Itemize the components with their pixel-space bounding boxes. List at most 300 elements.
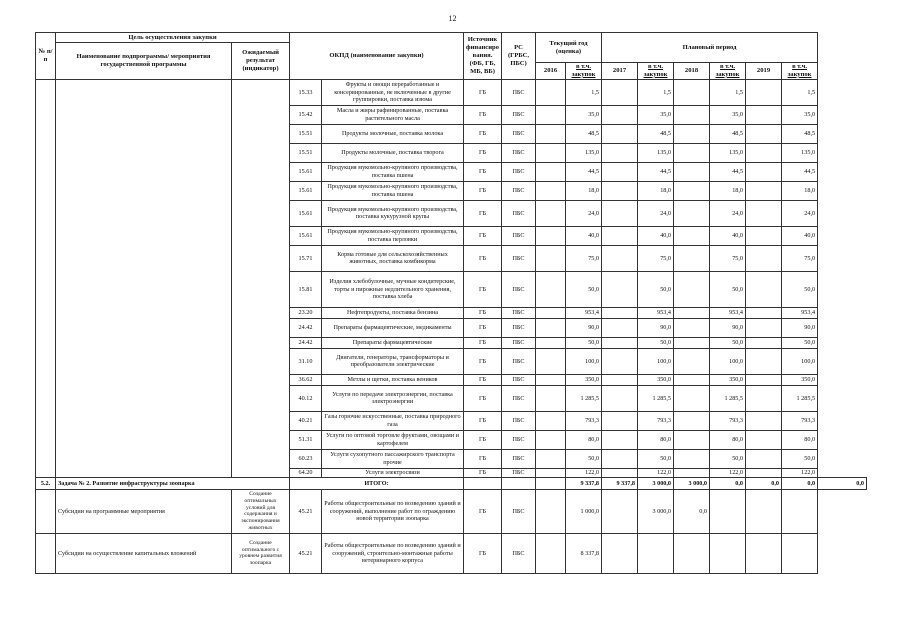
procurement-2018: 50,0: [710, 337, 746, 348]
procurement-2019: 50,0: [782, 449, 818, 468]
task-num: 5.2.: [36, 477, 56, 489]
row-measure-cell: [56, 79, 232, 477]
value-2019: [746, 105, 782, 124]
value-2017: [602, 385, 638, 411]
value-2017: [602, 162, 638, 181]
value-2019: [746, 79, 782, 105]
value-2016: [536, 124, 566, 143]
procurement-2019: 50,0: [782, 337, 818, 348]
value-2017: [602, 318, 638, 337]
procurement-2019: 100,0: [782, 348, 818, 374]
value-2017: [602, 449, 638, 468]
expected-result: Создание оптимального с уровнем развития зоопарка: [232, 533, 290, 573]
procurement-2019: 135,0: [782, 143, 818, 162]
source-cell: ГБ: [464, 489, 502, 533]
procurement-2016: 50,0: [566, 449, 602, 468]
procurement-2018: 953,4: [710, 307, 746, 318]
value-2019: [746, 181, 782, 200]
value-2019: [746, 226, 782, 245]
rs-cell: ПБС: [502, 271, 536, 307]
source-cell: ГБ: [464, 307, 502, 318]
okpd-code: 60.23: [290, 449, 322, 468]
procurement-2017: 50,0: [638, 271, 674, 307]
source-cell: ГБ: [464, 245, 502, 271]
value-2018: [674, 162, 710, 181]
value-2018: [674, 449, 710, 468]
procurement-2017: 35,0: [638, 105, 674, 124]
header-current-year: Текущий год (оценка): [536, 33, 602, 63]
okpd-name: Услуги по передаче электроэнергии, поставка электроэнергии: [322, 385, 464, 411]
row-result-cell: [232, 79, 290, 477]
value-2017: [602, 348, 638, 374]
value-2018: [674, 143, 710, 162]
okpd-code: 15.61: [290, 200, 322, 226]
measure-name: Субсидии на осуществление капитальных вложений: [56, 533, 232, 573]
procurement-2019: 80,0: [782, 430, 818, 449]
source-cell: ГБ: [464, 411, 502, 430]
header-source: Источник финансиро вания. (ФБ, ГБ, МБ, ВБ): [464, 33, 502, 80]
okpd-name: Газы горючие искусственные, поставка природного газа: [322, 411, 464, 430]
source-cell: ГБ: [464, 124, 502, 143]
procurement-2016: 90,0: [566, 318, 602, 337]
header-2017: 2017: [602, 63, 638, 80]
value-2018: [674, 468, 710, 477]
value-2019: [746, 533, 782, 573]
value-2016: [536, 200, 566, 226]
value-2017: [602, 245, 638, 271]
procurement-2016: 1 000,0: [566, 489, 602, 533]
okpd-code: 45.21: [290, 533, 322, 573]
source-cell: ГБ: [464, 430, 502, 449]
value-2018: [674, 226, 710, 245]
task-procurement-2017: 3 000,0: [674, 477, 710, 489]
okpd-code: 15.51: [290, 143, 322, 162]
procurement-table: [35, 32, 867, 574]
value-2017: [602, 430, 638, 449]
value-2016: [536, 79, 566, 105]
procurement-2016: 135,0: [566, 143, 602, 162]
procurement-2019: 90,0: [782, 318, 818, 337]
procurement-2016: 35,0: [566, 105, 602, 124]
procurement-2018: 135,0: [710, 143, 746, 162]
value-2019: [746, 318, 782, 337]
source-cell: ГБ: [464, 105, 502, 124]
okpd-code: 23.20: [290, 307, 322, 318]
header-2019: 2019: [746, 63, 782, 80]
okpd-code: 64.20: [290, 468, 322, 477]
value-2018: [674, 271, 710, 307]
value-2016: [536, 143, 566, 162]
value-2019: [746, 449, 782, 468]
procurement-2016: 18,0: [566, 181, 602, 200]
procurement-2017: 40,0: [638, 226, 674, 245]
value-2016: [536, 181, 566, 200]
value-2016: [536, 348, 566, 374]
procurement-2017: 44,5: [638, 162, 674, 181]
value-2016: [536, 374, 566, 385]
procurement-2016: 44,5: [566, 162, 602, 181]
task-procurement-2018: 0,0: [746, 477, 782, 489]
value-2018: [674, 337, 710, 348]
okpd-name: Продукты молочные, поставка творога: [322, 143, 464, 162]
procurement-2019: 35,0: [782, 105, 818, 124]
table-row: [36, 489, 867, 533]
procurement-2018: 75,0: [710, 245, 746, 271]
okpd-name: Корма готовые для сельскохозяйственных животных, поставка комбикорма: [322, 245, 464, 271]
task-value-2019: 0,0: [782, 477, 818, 489]
value-2019: [746, 271, 782, 307]
okpd-code: 45.21: [290, 489, 322, 533]
procurement-2018: 90,0: [710, 318, 746, 337]
value-2019: [746, 162, 782, 181]
task-empty: [502, 477, 536, 489]
value-2016: [536, 226, 566, 245]
procurement-2018: 24,0: [710, 200, 746, 226]
okpd-code: 40.21: [290, 411, 322, 430]
procurement-2016: 793,3: [566, 411, 602, 430]
okpd-code: 31.10: [290, 348, 322, 374]
procurement-2019: 350,0: [782, 374, 818, 385]
okpd-code: 15.42: [290, 105, 322, 124]
source-cell: ГБ: [464, 226, 502, 245]
header-okpd: ОКПД (наименование закупки): [290, 33, 464, 80]
okpd-code: 15.81: [290, 271, 322, 307]
expected-result: Создание оптимальных условий для содержания и экспонирования животных: [232, 489, 290, 533]
header-2016: 2016: [536, 63, 566, 80]
task-empty: [464, 477, 502, 489]
okpd-name: Препараты фармацевтические: [322, 337, 464, 348]
okpd-code: 15.61: [290, 162, 322, 181]
task-procurement-2016: 9 337,8: [602, 477, 638, 489]
okpd-code: 15.51: [290, 124, 322, 143]
value-2016: [536, 318, 566, 337]
rs-cell: ПБС: [502, 374, 536, 385]
procurement-2016: 1 285,5: [566, 385, 602, 411]
procurement-2019: 50,0: [782, 271, 818, 307]
value-2017: [602, 79, 638, 105]
value-2018: [674, 181, 710, 200]
source-cell: ГБ: [464, 181, 502, 200]
value-2018: [674, 348, 710, 374]
value-2017: [602, 124, 638, 143]
value-2018: [674, 411, 710, 430]
procurement-2017: 953,4: [638, 307, 674, 318]
procurement-2017: 90,0: [638, 318, 674, 337]
value-2017: [602, 181, 638, 200]
procurement-2018: 48,5: [710, 124, 746, 143]
measure-name: Субсидии на программные мероприятия: [56, 489, 232, 533]
okpd-name: Продукты молочные, поставка молока: [322, 124, 464, 143]
rs-cell: ПБС: [502, 337, 536, 348]
okpd-name: Фрукты и овощи переработанные и консервированные, не включенные в другие группировки, поставка изюма: [322, 79, 464, 105]
rs-cell: ПБС: [502, 181, 536, 200]
source-cell: ГБ: [464, 348, 502, 374]
source-cell: ГБ: [464, 200, 502, 226]
okpd-name: Продукция мукомольно-крупяного производства, поставка кукурузной крупы: [322, 200, 464, 226]
okpd-name: Продукция мукомольно-крупяного производства, поставка пшена: [322, 162, 464, 181]
procurement-2018: 793,3: [710, 411, 746, 430]
rs-cell: ПБС: [502, 449, 536, 468]
procurement-2018: 40,0: [710, 226, 746, 245]
header-planned-period: Плановый период: [602, 33, 818, 63]
value-2017: [602, 468, 638, 477]
procurement-2019: 40,0: [782, 226, 818, 245]
procurement-2019: 48,5: [782, 124, 818, 143]
procurement-2016: 350,0: [566, 374, 602, 385]
header-incl-2016: в т.ч. закупок: [566, 63, 602, 80]
task-total-row: [36, 477, 867, 489]
procurement-2018: 122,0: [710, 468, 746, 477]
value-2019: [746, 348, 782, 374]
procurement-2019: 75,0: [782, 245, 818, 271]
okpd-code: 15.61: [290, 226, 322, 245]
value-2017: [602, 200, 638, 226]
value-2016: [536, 162, 566, 181]
table-row: [36, 79, 867, 105]
value-2019: [746, 307, 782, 318]
procurement-2016: 50,0: [566, 337, 602, 348]
okpd-code: 15.33: [290, 79, 322, 105]
header-goal: Цель осуществления закупки: [56, 33, 290, 43]
procurement-2018: 35,0: [710, 105, 746, 124]
procurement-2017: 50,0: [638, 449, 674, 468]
procurement-2016: 40,0: [566, 226, 602, 245]
task-procurement-2019: 0,0: [818, 477, 867, 489]
rs-cell: ПБС: [502, 468, 536, 477]
procurement-2018: 50,0: [710, 449, 746, 468]
procurement-2018: [710, 533, 746, 573]
value-2019: [746, 124, 782, 143]
procurement-2017: 18,0: [638, 181, 674, 200]
value-2016: [536, 468, 566, 477]
procurement-2017: 80,0: [638, 430, 674, 449]
rs-cell: ПБС: [502, 226, 536, 245]
header-num: № п/п: [36, 33, 56, 80]
procurement-2018: 100,0: [710, 348, 746, 374]
procurement-2019: [782, 489, 818, 533]
procurement-2016: 24,0: [566, 200, 602, 226]
task-value-2018: 0,0: [710, 477, 746, 489]
procurement-2017: 50,0: [638, 337, 674, 348]
value-2017: [602, 374, 638, 385]
value-2018: [674, 124, 710, 143]
procurement-2017: 24,0: [638, 200, 674, 226]
procurement-2018: 80,0: [710, 430, 746, 449]
value-2017: [602, 271, 638, 307]
value-2019: [746, 468, 782, 477]
row-num-cell: [36, 533, 56, 573]
procurement-2018: 1,5: [710, 79, 746, 105]
procurement-2017: [638, 533, 674, 573]
value-2016: [536, 489, 566, 533]
okpd-name: Масла и жиры рафинированные, поставка растительного масла: [322, 105, 464, 124]
value-2017: [602, 307, 638, 318]
value-2016: [536, 337, 566, 348]
value-2018: [674, 245, 710, 271]
okpd-name: Продукция мукомольно-крупяного производства, поставка перловки: [322, 226, 464, 245]
value-2017: [602, 226, 638, 245]
header-incl-2018: в т.ч. закупок: [710, 63, 746, 80]
source-cell: ГБ: [464, 337, 502, 348]
okpd-code: 36.62: [290, 374, 322, 385]
okpd-name: Работы общестроительные по возведению зданий и сооружений, строительно-монтажные работы ветеринарного корпуса: [322, 533, 464, 573]
procurement-2019: 24,0: [782, 200, 818, 226]
value-2016: [536, 245, 566, 271]
procurement-2016: 122,0: [566, 468, 602, 477]
value-2018: [674, 533, 710, 573]
value-2018: [674, 374, 710, 385]
procurement-2017: 122,0: [638, 468, 674, 477]
procurement-2019: 1 285,5: [782, 385, 818, 411]
value-2016: [536, 307, 566, 318]
okpd-name: Услуги сухопутного пассажирского транспорта прочие: [322, 449, 464, 468]
value-2018: [674, 79, 710, 105]
procurement-2016: 75,0: [566, 245, 602, 271]
value-2016: [536, 411, 566, 430]
procurement-2019: 953,4: [782, 307, 818, 318]
procurement-2016: 50,0: [566, 271, 602, 307]
task-empty: [536, 477, 566, 489]
rs-cell: ПБС: [502, 307, 536, 318]
procurement-2018: 1 285,5: [710, 385, 746, 411]
value-2017: [602, 105, 638, 124]
procurement-2018: [710, 489, 746, 533]
header-rs: РС (ГРБС, ПБС): [502, 33, 536, 80]
header-incl-2019: в т.ч. закупок: [782, 63, 818, 80]
procurement-2019: 122,0: [782, 468, 818, 477]
value-2017: [602, 489, 638, 533]
source-cell: ГБ: [464, 449, 502, 468]
procurement-2017: 75,0: [638, 245, 674, 271]
value-2018: [674, 385, 710, 411]
task-value-2016: 9 337,8: [566, 477, 602, 489]
procurement-2018: 350,0: [710, 374, 746, 385]
value-2016: [536, 105, 566, 124]
value-2019: [746, 143, 782, 162]
procurement-2017: 135,0: [638, 143, 674, 162]
value-2016: [536, 533, 566, 573]
source-cell: ГБ: [464, 533, 502, 573]
procurement-2017: 3 000,0: [638, 489, 674, 533]
header-result: Ожидаемый результат (индикатор): [232, 43, 290, 80]
rs-cell: ПБС: [502, 143, 536, 162]
header-incl-2017: в т.ч. закупок: [638, 63, 674, 80]
procurement-2019: 1,5: [782, 79, 818, 105]
procurement-2018: 50,0: [710, 271, 746, 307]
value-2017: [602, 533, 638, 573]
value-2019: [746, 411, 782, 430]
rs-cell: ПБС: [502, 105, 536, 124]
source-cell: ГБ: [464, 271, 502, 307]
rs-cell: ПБС: [502, 489, 536, 533]
source-cell: ГБ: [464, 143, 502, 162]
procurement-2017: 350,0: [638, 374, 674, 385]
rs-cell: ПБС: [502, 79, 536, 105]
okpd-code: 51.31: [290, 430, 322, 449]
value-2016: [536, 449, 566, 468]
source-cell: ГБ: [464, 385, 502, 411]
okpd-name: Услуги электросвязи: [322, 468, 464, 477]
procurement-2019: 44,5: [782, 162, 818, 181]
rs-cell: ПБС: [502, 245, 536, 271]
value-2018: 0,0: [674, 489, 710, 533]
procurement-2016: 8 337,8: [566, 533, 602, 573]
task-value-2017: 3 000,0: [638, 477, 674, 489]
value-2019: [746, 489, 782, 533]
okpd-name: Препараты фармацевтические, медикаменты: [322, 318, 464, 337]
source-cell: ГБ: [464, 318, 502, 337]
procurement-2017: 793,3: [638, 411, 674, 430]
procurement-2017: 1,5: [638, 79, 674, 105]
value-2019: [746, 200, 782, 226]
rs-cell: ПБС: [502, 124, 536, 143]
value-2019: [746, 374, 782, 385]
okpd-name: Изделия хлебобулочные, мучные кондитерские, торты и пирожные недлительного хранения, поставка хлеба: [322, 271, 464, 307]
procurement-2016: 953,4: [566, 307, 602, 318]
value-2016: [536, 271, 566, 307]
page-number: 12: [448, 14, 457, 23]
value-2017: [602, 411, 638, 430]
procurement-2018: 18,0: [710, 181, 746, 200]
okpd-code: 15.71: [290, 245, 322, 271]
procurement-2017: 48,5: [638, 124, 674, 143]
value-2019: [746, 430, 782, 449]
okpd-name: Услуги по оптовой торговле фруктами, овощами и картофелем: [322, 430, 464, 449]
value-2018: [674, 307, 710, 318]
rs-cell: ПБС: [502, 385, 536, 411]
procurement-2016: 100,0: [566, 348, 602, 374]
procurement-2017: 100,0: [638, 348, 674, 374]
okpd-code: 24.42: [290, 337, 322, 348]
value-2019: [746, 337, 782, 348]
source-cell: ГБ: [464, 162, 502, 181]
okpd-code: 24.42: [290, 318, 322, 337]
okpd-name: Работы общестроительные по возведению зданий и сооружений, выполнение работ по ограждению новой территории зоопарка: [322, 489, 464, 533]
value-2016: [536, 385, 566, 411]
okpd-code: 40.12: [290, 385, 322, 411]
source-cell: ГБ: [464, 79, 502, 105]
okpd-name: Продукция мукомольно-крупяного производства, поставка пшена: [322, 181, 464, 200]
okpd-name: Метлы и щетки, поставка веников: [322, 374, 464, 385]
task-total-label: ИТОГО:: [290, 477, 464, 489]
rs-cell: ПБС: [502, 430, 536, 449]
rs-cell: ПБС: [502, 533, 536, 573]
value-2018: [674, 105, 710, 124]
value-2017: [602, 143, 638, 162]
value-2019: [746, 385, 782, 411]
procurement-2019: 18,0: [782, 181, 818, 200]
row-num-cell: [36, 79, 56, 477]
okpd-code: 15.61: [290, 181, 322, 200]
procurement-2017: 1 285,5: [638, 385, 674, 411]
value-2017: [602, 337, 638, 348]
procurement-2019: 793,3: [782, 411, 818, 430]
source-cell: ГБ: [464, 468, 502, 477]
header-measure: Наименование подпрограммы/ мероприятия государственной программы: [56, 43, 232, 80]
source-cell: ГБ: [464, 374, 502, 385]
procurement-2018: 44,5: [710, 162, 746, 181]
task-title: Задача № 2. Развитие инфраструктуры зоопарка: [56, 477, 290, 489]
procurement-2019: [782, 533, 818, 573]
rs-cell: ПБС: [502, 411, 536, 430]
procurement-2016: 80,0: [566, 430, 602, 449]
okpd-name: Двигатели, генераторы, трансформаторы и преобразователи электрические: [322, 348, 464, 374]
value-2016: [536, 430, 566, 449]
table-row: [36, 533, 867, 573]
procurement-2016: 48,5: [566, 124, 602, 143]
rs-cell: ПБС: [502, 200, 536, 226]
value-2018: [674, 430, 710, 449]
